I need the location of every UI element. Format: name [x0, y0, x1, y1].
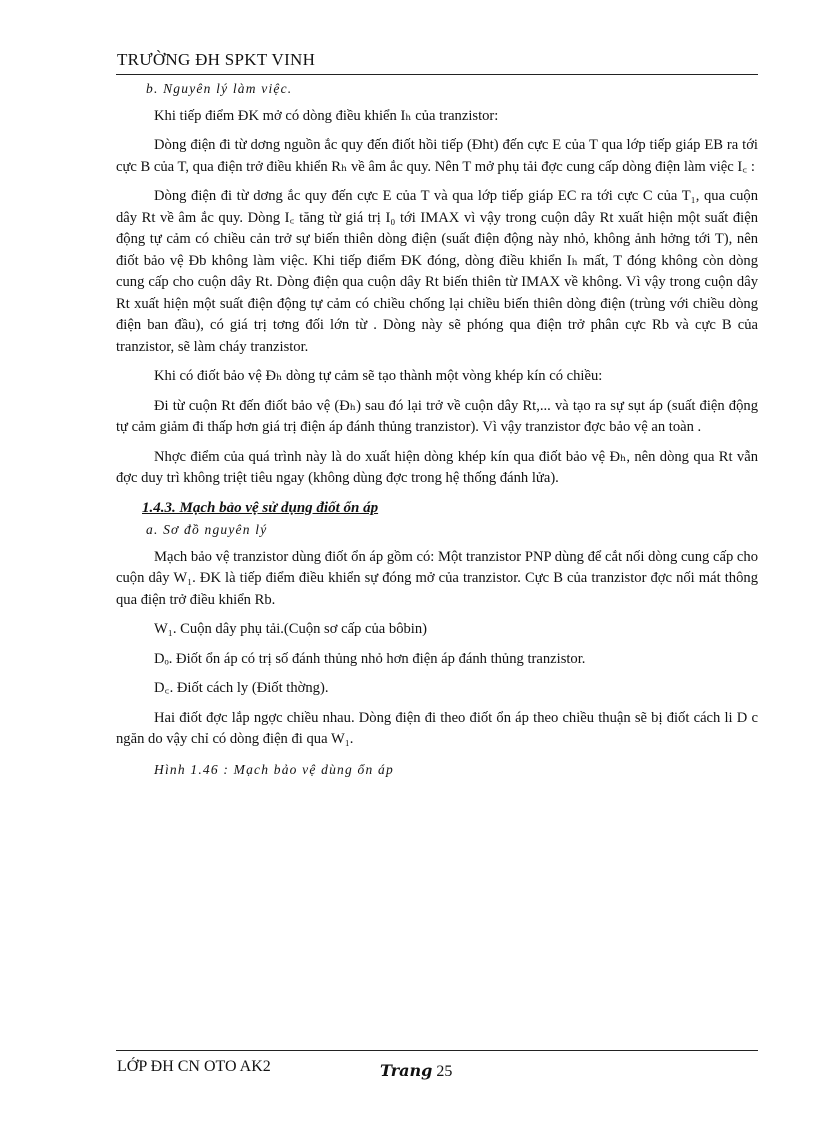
paragraph: Dₒ. Điốt ổn áp có trị số đánh thủng nhỏ hơn điện áp đánh thủng tranzistor.: [154, 650, 586, 667]
paragraph: Dòng điện đi từ dơng nguồn ắc quy đến điốt hồi tiếp (Đht) đến cực E của T qua lớp tiếp giáp EB ra tới cực B của T, qua điện trở điều khiển Rₕ về âm ắc quy. Nên T mở phụ tải đợc cung cấp dòng điện làm việc I꜀ :: [116, 137, 758, 175]
paragraph: D꜀. Điốt cách ly (Điốt thờng).: [154, 680, 329, 696]
footer-divider: [116, 1050, 758, 1051]
page-header: TRƯỜNG ĐH SPKT VINH: [117, 50, 316, 69]
header-divider: [116, 74, 758, 75]
paragraph: Nhợc điểm của quá trình này là do xuất hiện dòng khép kín qua điốt bảo vệ Đₕ, nên dòng qua Rt vẫn đợc duy trì không triệt tiêu ngay (không dùng đợc trong hệ thống đánh lửa).: [116, 448, 758, 486]
paragraph: Dòng điện đi từ dơng ắc quy đến cực E của T và qua lớp tiếp giáp EC ra tới cực C của T₁, qua cuộn dây Rt về âm ắc quy. Dòng I꜀ tăng từ giá trị I₀ tới IMAX vì vậy trong cuộn dây Rt xuất hiện một suất điện động tự cảm có chiều cản trở sự biến thiên dòng điện (suất điện động này nhỏ, không ảnh hởng tới T), nên điốt bảo vệ Đb không làm việc. Khi tiếp điểm ĐK đóng, dòng điều khiển Iₕ mất, T đóng không còn dòng cung cấp cho cuộn dây Rt. Dòng điện qua cuộn dây Rt biến thiên từ IMAX về không. Vì vậy trong cuộn dây Rt xuất hiện một suất điện động tự cảm có chiều chống lại chiều biến thiên dòng điện (trùng với chiều dòng điện ban đầu), có giá trị tơng đối lớn từ . Dòng này sẽ phóng qua điện trở phân cực Rb và cực B của tranzistor, sẽ làm cháy tranzistor.: [116, 188, 758, 355]
paragraph: Mạch bảo vệ tranzistor dùng điốt ổn áp gồm có: Một tranzistor PNP dùng để cắt nối dòng cung cấp cho cuộn dây W₁. ĐK là tiếp điểm điều khiển sự đóng mở của tranzistor. Cực B của tranzistor đợc nối mát thông qua điện trở điều khiển Rb.: [116, 548, 758, 608]
paragraph: Hai điốt đợc lắp ngợc chiều nhau. Dòng điện đi theo điốt ổn áp theo chiều thuận sẽ bị điốt cách li D c ngăn do vậy chỉ có dòng điện đi qua W₁.: [116, 709, 758, 747]
footer-class-label: LỚP ĐH CN OTO AK2: [117, 1058, 271, 1075]
paragraph: W₁. Cuộn dây phụ tải.(Cuộn sơ cấp của bôbin): [154, 621, 428, 637]
subheading-working-principle: b. Nguyên lý làm việc.: [146, 81, 293, 96]
page-number-value: 25: [436, 1063, 453, 1080]
section-title: 1.4.3. Mạch bảo vệ sử dụng điốt ổn áp: [142, 499, 379, 516]
paragraph: Khi có điốt bảo vệ Đₕ dòng tự cảm sẽ tạo thành một vòng khép kín có chiều:: [154, 368, 603, 384]
page-label: Trang: [380, 1061, 433, 1080]
page-body: [116, 78, 758, 780]
subheading-diagram: a. Sơ đồ nguyên lý: [146, 522, 268, 537]
paragraph: Đi từ cuộn Rt đến điốt bảo vệ (Đₕ) sau đó lại trở về cuộn dây Rt,... và tạo ra sự sụt áp (suất điện động tự cảm giảm đi thấp hơn giá trị điện áp đánh thủng tranzistor). Vì vậy tranzistor đợc bảo vệ an toàn .: [116, 397, 758, 435]
figure-caption: Hình 1.46 : Mạch bảo vệ dùng ổn áp: [154, 761, 394, 777]
paragraph: Khi tiếp điểm ĐK mở có dòng điều khiển Iₕ của tranzistor:: [154, 107, 499, 124]
page-number: [380, 1061, 452, 1081]
